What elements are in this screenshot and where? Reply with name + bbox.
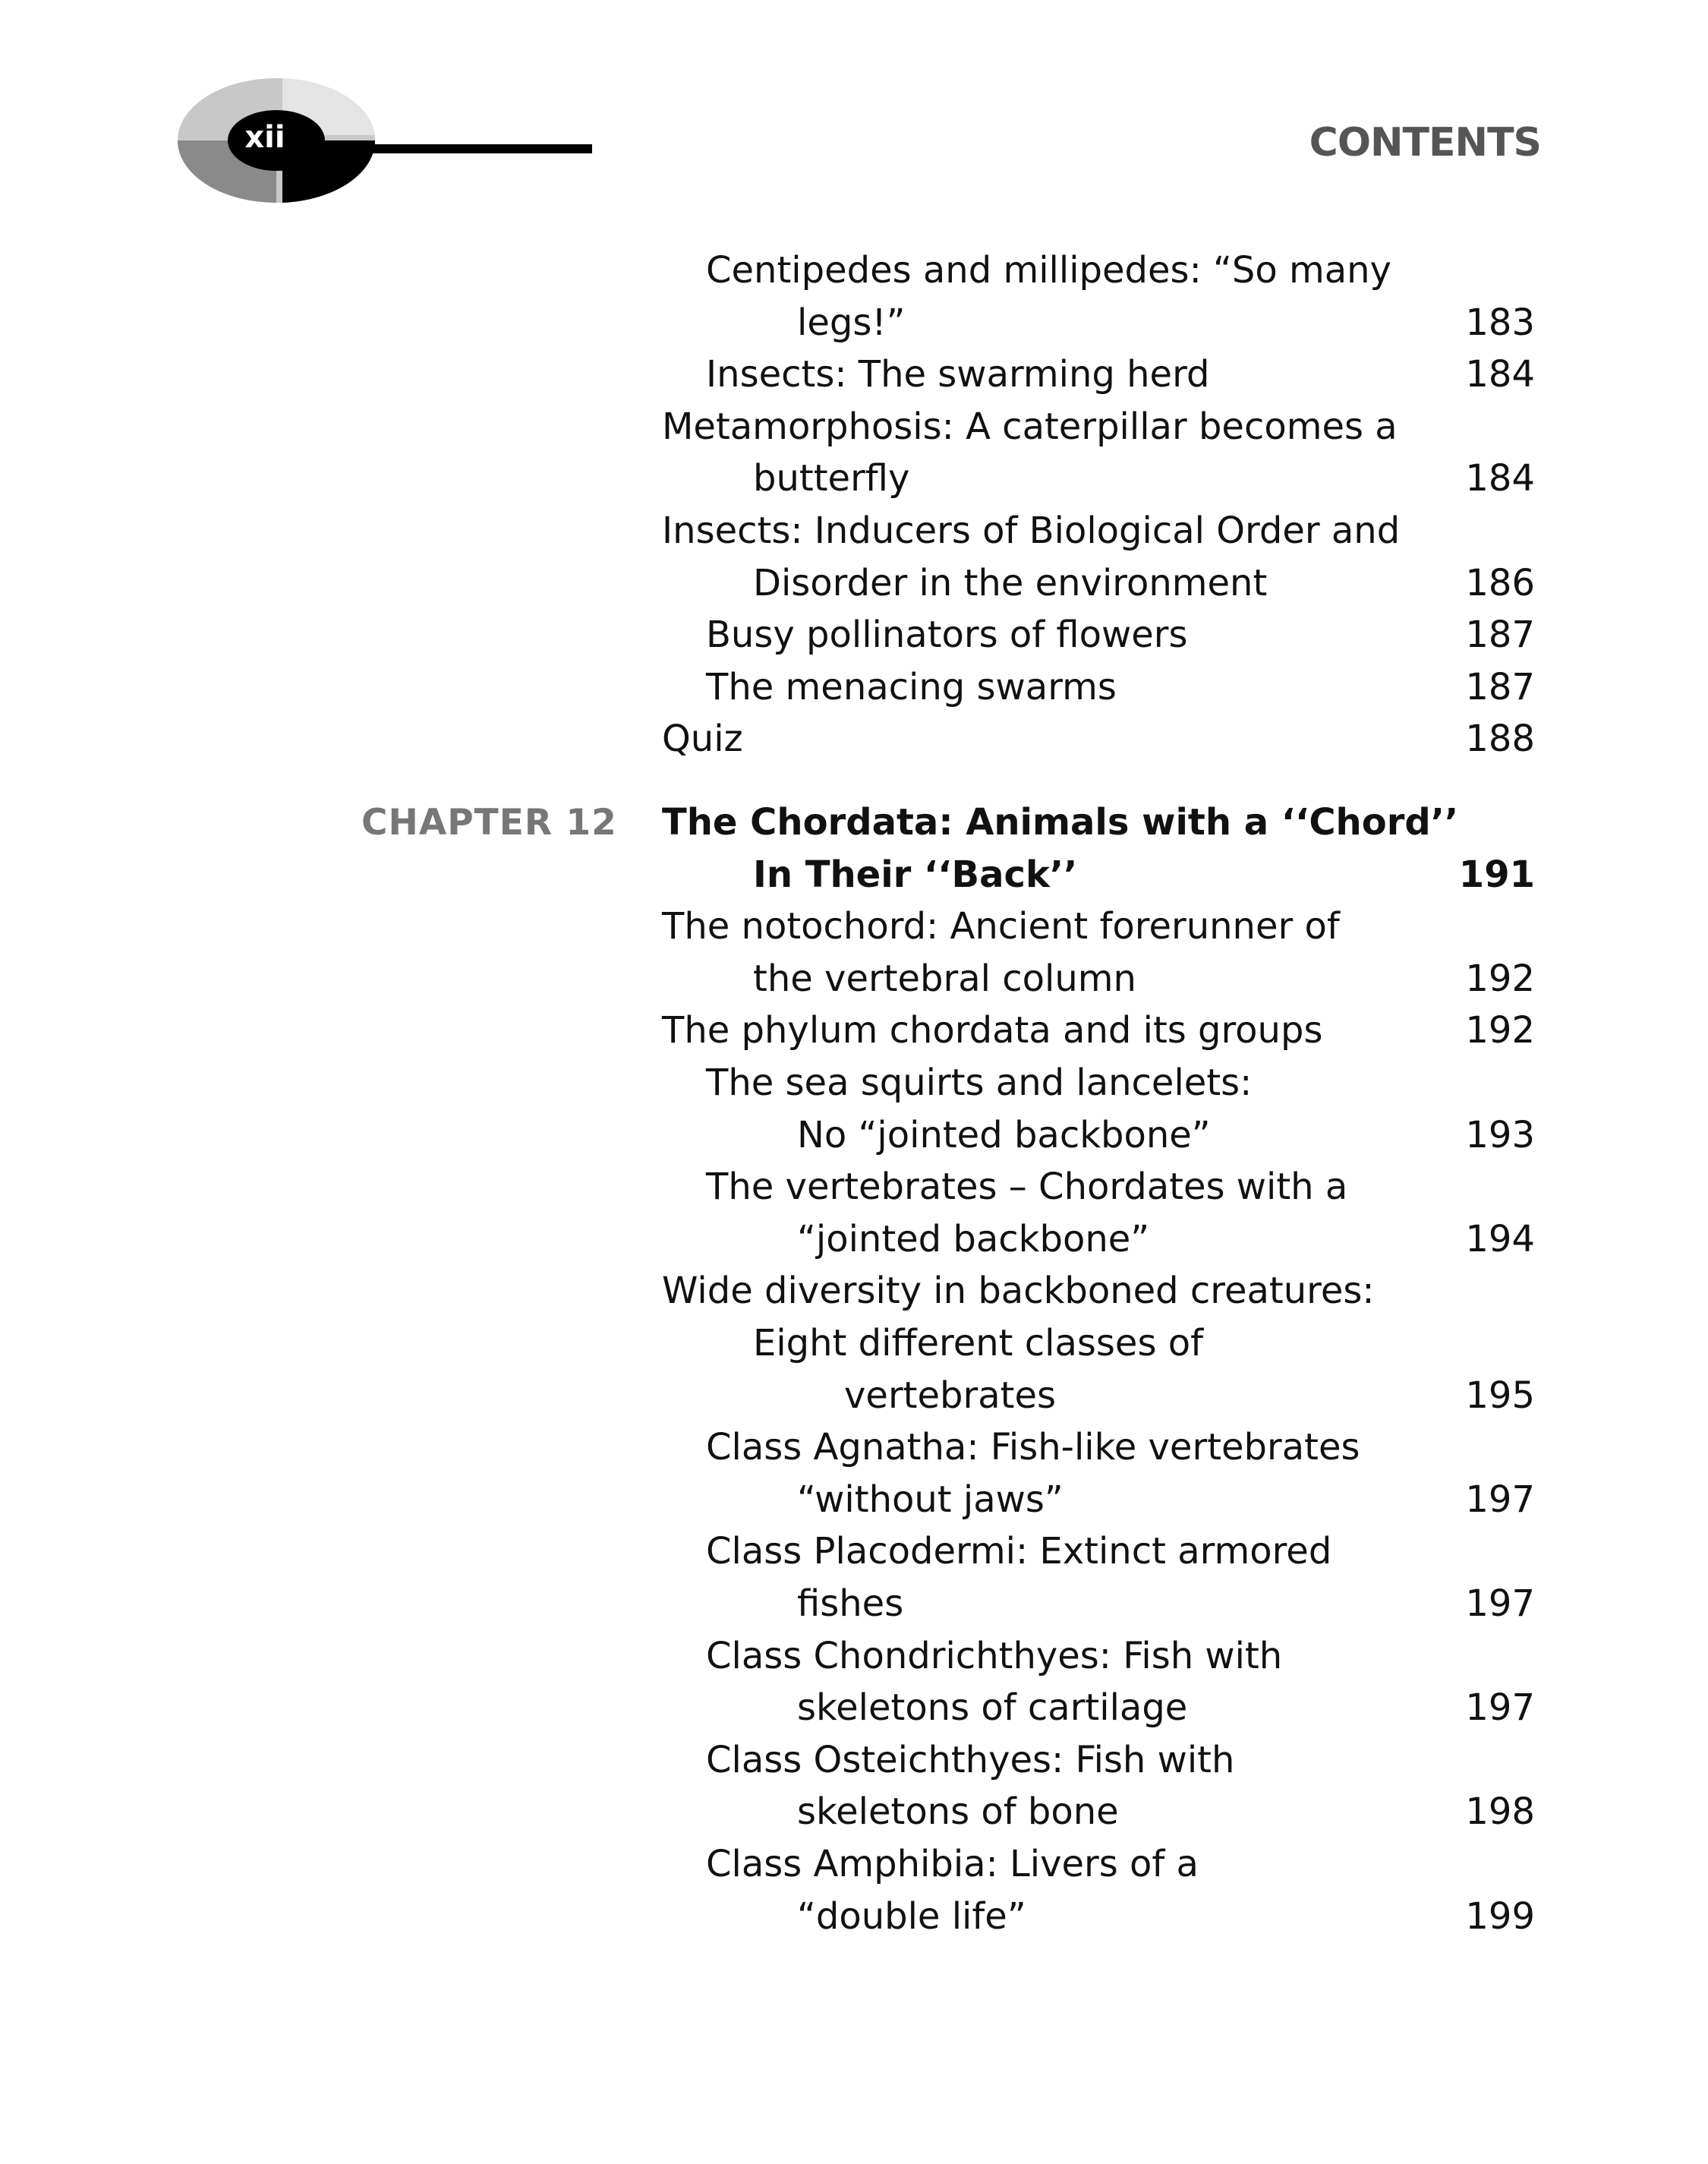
toc-entry-text: The vertebrates – Chordates with a xyxy=(706,1166,1348,1209)
toc-entry-text: Busy pollinators of flowers xyxy=(706,614,1188,657)
toc-entry xyxy=(662,713,1535,765)
toc-entry xyxy=(662,244,1535,349)
toc-entry-line xyxy=(662,505,1535,557)
toc-entry-line xyxy=(662,244,1535,297)
toc-entry-line xyxy=(662,1525,1535,1578)
toc-entry-line xyxy=(662,1838,1535,1891)
toc-entry-line xyxy=(662,901,1535,953)
toc-entry-line xyxy=(662,1682,1535,1734)
toc-entry-text: In Their ‘‘Back’’ xyxy=(753,853,1078,896)
toc-entry-text: Wide diversity in backboned creatures: xyxy=(662,1270,1375,1313)
toc-entry-line xyxy=(662,713,1535,765)
toc-entry-text: skeletons of bone xyxy=(797,1790,1119,1834)
toc-entry-line xyxy=(662,1057,1535,1109)
toc-entry-line xyxy=(662,1786,1535,1838)
toc-entry xyxy=(662,401,1535,505)
toc-entry-text: Insects: Inducers of Biological Order and xyxy=(662,509,1401,552)
toc-page-number: 192 xyxy=(1465,1009,1535,1052)
toc-entry xyxy=(662,1005,1535,1057)
toc-entry xyxy=(662,349,1535,401)
toc-entry-line xyxy=(662,1421,1535,1474)
toc-entry-text: The sea squirts and lancelets: xyxy=(706,1061,1253,1104)
toc-entry xyxy=(662,1057,1535,1161)
toc-entry-line xyxy=(662,1578,1535,1630)
toc-entry-line xyxy=(662,1891,1535,1943)
toc-page-number: 187 xyxy=(1465,665,1535,708)
toc-entry-text: Class Agnatha: Fish-like vertebrates xyxy=(706,1426,1360,1469)
toc-page-number: 197 xyxy=(1465,1582,1535,1625)
toc-entry-line xyxy=(662,609,1535,661)
toc-page-number: 192 xyxy=(1465,957,1535,1000)
toc-entry-text: Class Osteichthyes: Fish with xyxy=(706,1738,1235,1781)
toc-entry-line xyxy=(662,797,1535,849)
toc-entry-text: Disorder in the environment xyxy=(753,561,1268,604)
toc-entry-text: Class Placodermi: Extinct armored xyxy=(706,1530,1332,1573)
toc-entry-line xyxy=(662,401,1535,453)
toc-entry-line xyxy=(662,1161,1535,1213)
chapter-title-entry xyxy=(662,797,1535,901)
toc-entry-line xyxy=(662,1370,1535,1422)
toc-entry-line xyxy=(662,1005,1535,1057)
toc-page-number: 195 xyxy=(1465,1374,1535,1417)
toc-entry-text: Class Chondrichthyes: Fish with xyxy=(706,1634,1283,1677)
toc-entry-line xyxy=(662,661,1535,714)
toc-entry-text: vertebrates xyxy=(844,1374,1056,1417)
toc-page-number: 199 xyxy=(1465,1894,1535,1938)
toc-page-number: 197 xyxy=(1465,1478,1535,1521)
toc-entry-text: “double life” xyxy=(797,1894,1026,1938)
toc-entry-text: butterfly xyxy=(753,457,910,500)
toc-entry-text: The Chordata: Animals with a ‘‘Chord’’ xyxy=(662,801,1459,844)
toc-entry xyxy=(662,1630,1535,1734)
toc-entry xyxy=(662,1838,1535,1942)
toc-entry-text: “jointed backbone” xyxy=(797,1217,1150,1260)
toc-entry xyxy=(662,661,1535,714)
toc-page-number: 188 xyxy=(1465,718,1535,761)
toc-page-number: 184 xyxy=(1465,457,1535,500)
toc-entry xyxy=(662,505,1535,609)
toc-entry-line xyxy=(662,1213,1535,1266)
toc-entry-line xyxy=(662,1109,1535,1162)
toc-entry-text: Eight different classes of xyxy=(753,1321,1203,1364)
toc-entry-line xyxy=(662,1474,1535,1526)
toc-entry-text: fishes xyxy=(797,1582,904,1625)
toc-entry-text: Metamorphosis: A caterpillar becomes a xyxy=(662,405,1398,448)
toc-entry-text: “without jaws” xyxy=(797,1478,1064,1521)
toc-entry xyxy=(662,1525,1535,1629)
toc-entry-line xyxy=(662,1734,1535,1787)
toc-entry-line xyxy=(662,849,1535,901)
toc-entry xyxy=(662,1421,1535,1525)
toc-page-number: 186 xyxy=(1465,561,1535,604)
toc-entry-text: The notochord: Ancient forerunner of xyxy=(662,905,1340,948)
toc-entry-text: Centipedes and millipedes: “So many xyxy=(706,249,1391,292)
toc-entry-text: The menacing swarms xyxy=(706,665,1117,708)
toc-entry-text: Insects: The swarming herd xyxy=(706,353,1210,396)
toc-entry-text: skeletons of cartilage xyxy=(797,1686,1188,1730)
toc-page-number: 194 xyxy=(1465,1217,1535,1260)
toc-entry-line xyxy=(662,453,1535,505)
toc-page-number: 193 xyxy=(1465,1113,1535,1156)
toc-entry-text: The phylum chordata and its groups xyxy=(662,1009,1323,1052)
toc-entry-line xyxy=(662,349,1535,401)
toc-page-number: 198 xyxy=(1465,1790,1535,1834)
toc-entry xyxy=(662,1265,1535,1421)
toc-entry-line xyxy=(662,557,1535,610)
toc-entry xyxy=(662,901,1535,1005)
running-head: CONTENTS xyxy=(1309,120,1541,166)
toc-entry-line xyxy=(662,1317,1535,1370)
toc-page-number: 197 xyxy=(1465,1686,1535,1730)
toc-entry-line xyxy=(662,953,1535,1005)
toc-entry xyxy=(662,1734,1535,1838)
toc-entry-text: the vertebral column xyxy=(753,957,1136,1000)
toc-page-number: 183 xyxy=(1465,301,1535,344)
toc-entry-text: Quiz xyxy=(662,718,743,761)
toc-entry-line xyxy=(662,1265,1535,1317)
toc-entry xyxy=(662,1161,1535,1265)
toc-page-number: 184 xyxy=(1465,353,1535,396)
toc-page-number: 191 xyxy=(1458,853,1535,896)
toc-entry-text: legs!” xyxy=(797,301,906,344)
toc-entry-line xyxy=(662,297,1535,349)
page-number: xii xyxy=(244,120,285,155)
toc-entry-line xyxy=(662,1630,1535,1683)
toc-entry-text: Class Amphibia: Livers of a xyxy=(706,1843,1199,1885)
toc-entry xyxy=(662,609,1535,661)
toc-entry-text: No “jointed backbone” xyxy=(797,1113,1211,1156)
toc-page-number: 187 xyxy=(1465,614,1535,657)
chapter-label: CHAPTER 12 xyxy=(361,802,617,844)
